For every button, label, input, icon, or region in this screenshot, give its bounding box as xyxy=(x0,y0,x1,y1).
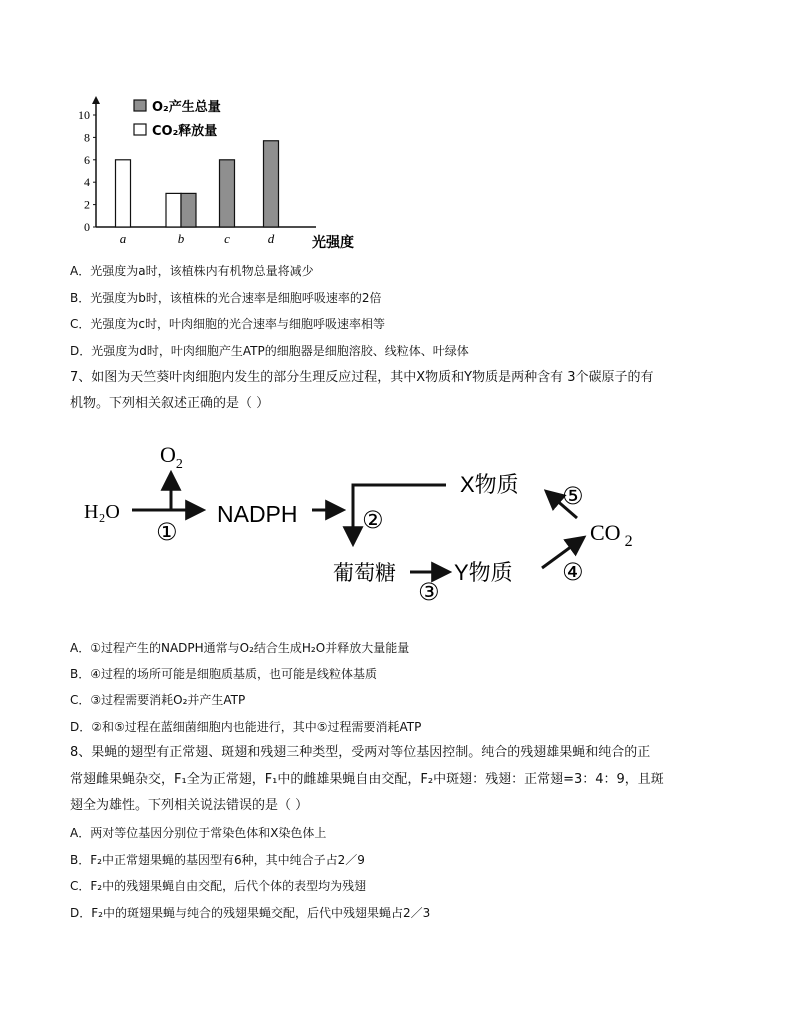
co2-label: CO $_2$ xyxy=(590,520,633,550)
step-1-label: ① xyxy=(156,519,178,546)
h2o-label: H₂O xyxy=(84,501,120,523)
q8-option-b: B．F₂中正常翅果蝇的基因型有6种，其中纯合子占2／9 xyxy=(70,853,365,867)
q6-option-d: D．光强度为d时，叶肉细胞产生ATP的细胞器是细胞溶胶、线粒体、叶绿体 xyxy=(70,344,469,358)
y-tick-label: 2 xyxy=(84,197,90,212)
bar-co2-a xyxy=(116,160,131,227)
q8-option-c: C．F₂中的残翅果蝇自由交配，后代个体的表型均为残翅 xyxy=(70,879,367,893)
x-category-label: c xyxy=(224,231,230,246)
q8-stem-line2: 常翅雌果蝇杂交，F₁全为正常翅，F₁中的雌雄果蝇自由交配，F₂中斑翅：残翅：正常翅=3：4：9，且斑 xyxy=(70,772,664,787)
x-category-label: a xyxy=(119,231,127,246)
y-tick-label: 10 xyxy=(78,108,90,122)
q7-option-d: D．②和⑤过程在蓝细菌细胞内也能进行，其中⑤过程需要消耗ATP xyxy=(70,720,422,734)
y-axis-arrow xyxy=(92,96,100,104)
legend-label: O₂产生总量 xyxy=(152,100,221,115)
photosynthesis-diagram xyxy=(70,430,730,620)
x-category-label: b xyxy=(177,231,185,246)
step-4-label: ④ xyxy=(562,559,584,586)
bar-o2-b xyxy=(181,193,196,227)
y-tick-label: 0 xyxy=(84,220,90,234)
bar-o2-d xyxy=(264,141,279,227)
y-tick-label: 6 xyxy=(84,152,90,167)
q6-option-c: C．光强度为c时，叶肉细胞的光合速率与细胞呼吸速率相等 xyxy=(70,317,385,331)
x-axis-label: 光强度 xyxy=(312,235,354,251)
q6-option-a: A．光强度为a时，该植株内有机物总量将减少 xyxy=(70,264,314,278)
step-2-label: ② xyxy=(362,507,384,534)
q8-option-a: A．两对等位基因分别位于常染色体和X染色体上 xyxy=(70,826,327,840)
bar-o2-c xyxy=(220,160,235,227)
o2-label: $O_2$ xyxy=(160,442,183,472)
nadph-label: NADPH xyxy=(217,501,298,527)
q7-stem-line1: 7、如图为天竺葵叶肉细胞内发生的部分生理反应过程，其中X物质和Y物质是两种含有 3个碳原子的有 xyxy=(70,370,654,385)
step-5-label: ⑤ xyxy=(562,483,584,510)
x-category-label: d xyxy=(267,231,275,246)
q7-option-c: C．③过程需要消耗O₂并产生ATP xyxy=(70,693,246,707)
q7-option-b: B．④过程的场所可能是细胞质基质，也可能是线粒体基质 xyxy=(70,667,377,681)
legend-swatch xyxy=(134,100,146,111)
q8-stem-line3: 翅全为雄性。下列相关说法错误的是（ ） xyxy=(70,798,309,813)
y-tick-label: 8 xyxy=(84,130,90,145)
q7-option-a: A．①过程产生的NADPH通常与O₂结合生成H₂O并释放大量能量 xyxy=(70,641,410,655)
q6-option-b: B．光强度为b时，该植株的光合速率是细胞呼吸速率的2倍 xyxy=(70,291,382,305)
q8-option-d: D．F₂中的斑翅果蝇与纯合的残翅果蝇交配，后代中残翅果蝇占2／3 xyxy=(70,906,431,920)
q8-stem-line1: 8、果蝇的翅型有正常翅、斑翅和残翅三种类型，受两对等位基因控制。纯合的残翅雄果蝇和纯合的正 xyxy=(70,745,651,760)
legend-label: CO₂释放量 xyxy=(152,124,218,139)
legend-swatch xyxy=(134,124,146,135)
y-substance-label: Y物质 xyxy=(454,560,513,585)
bar-co2-b xyxy=(166,193,181,227)
bar-chart xyxy=(60,90,360,260)
q7-stem-line2: 机物。下列相关叙述正确的是（ ） xyxy=(70,396,270,411)
glucose-label: 葡萄糖 xyxy=(333,562,396,585)
x-substance-label: X物质 xyxy=(460,472,519,497)
y-tick-label: 4 xyxy=(84,175,90,190)
step-3-label: ③ xyxy=(418,579,440,606)
